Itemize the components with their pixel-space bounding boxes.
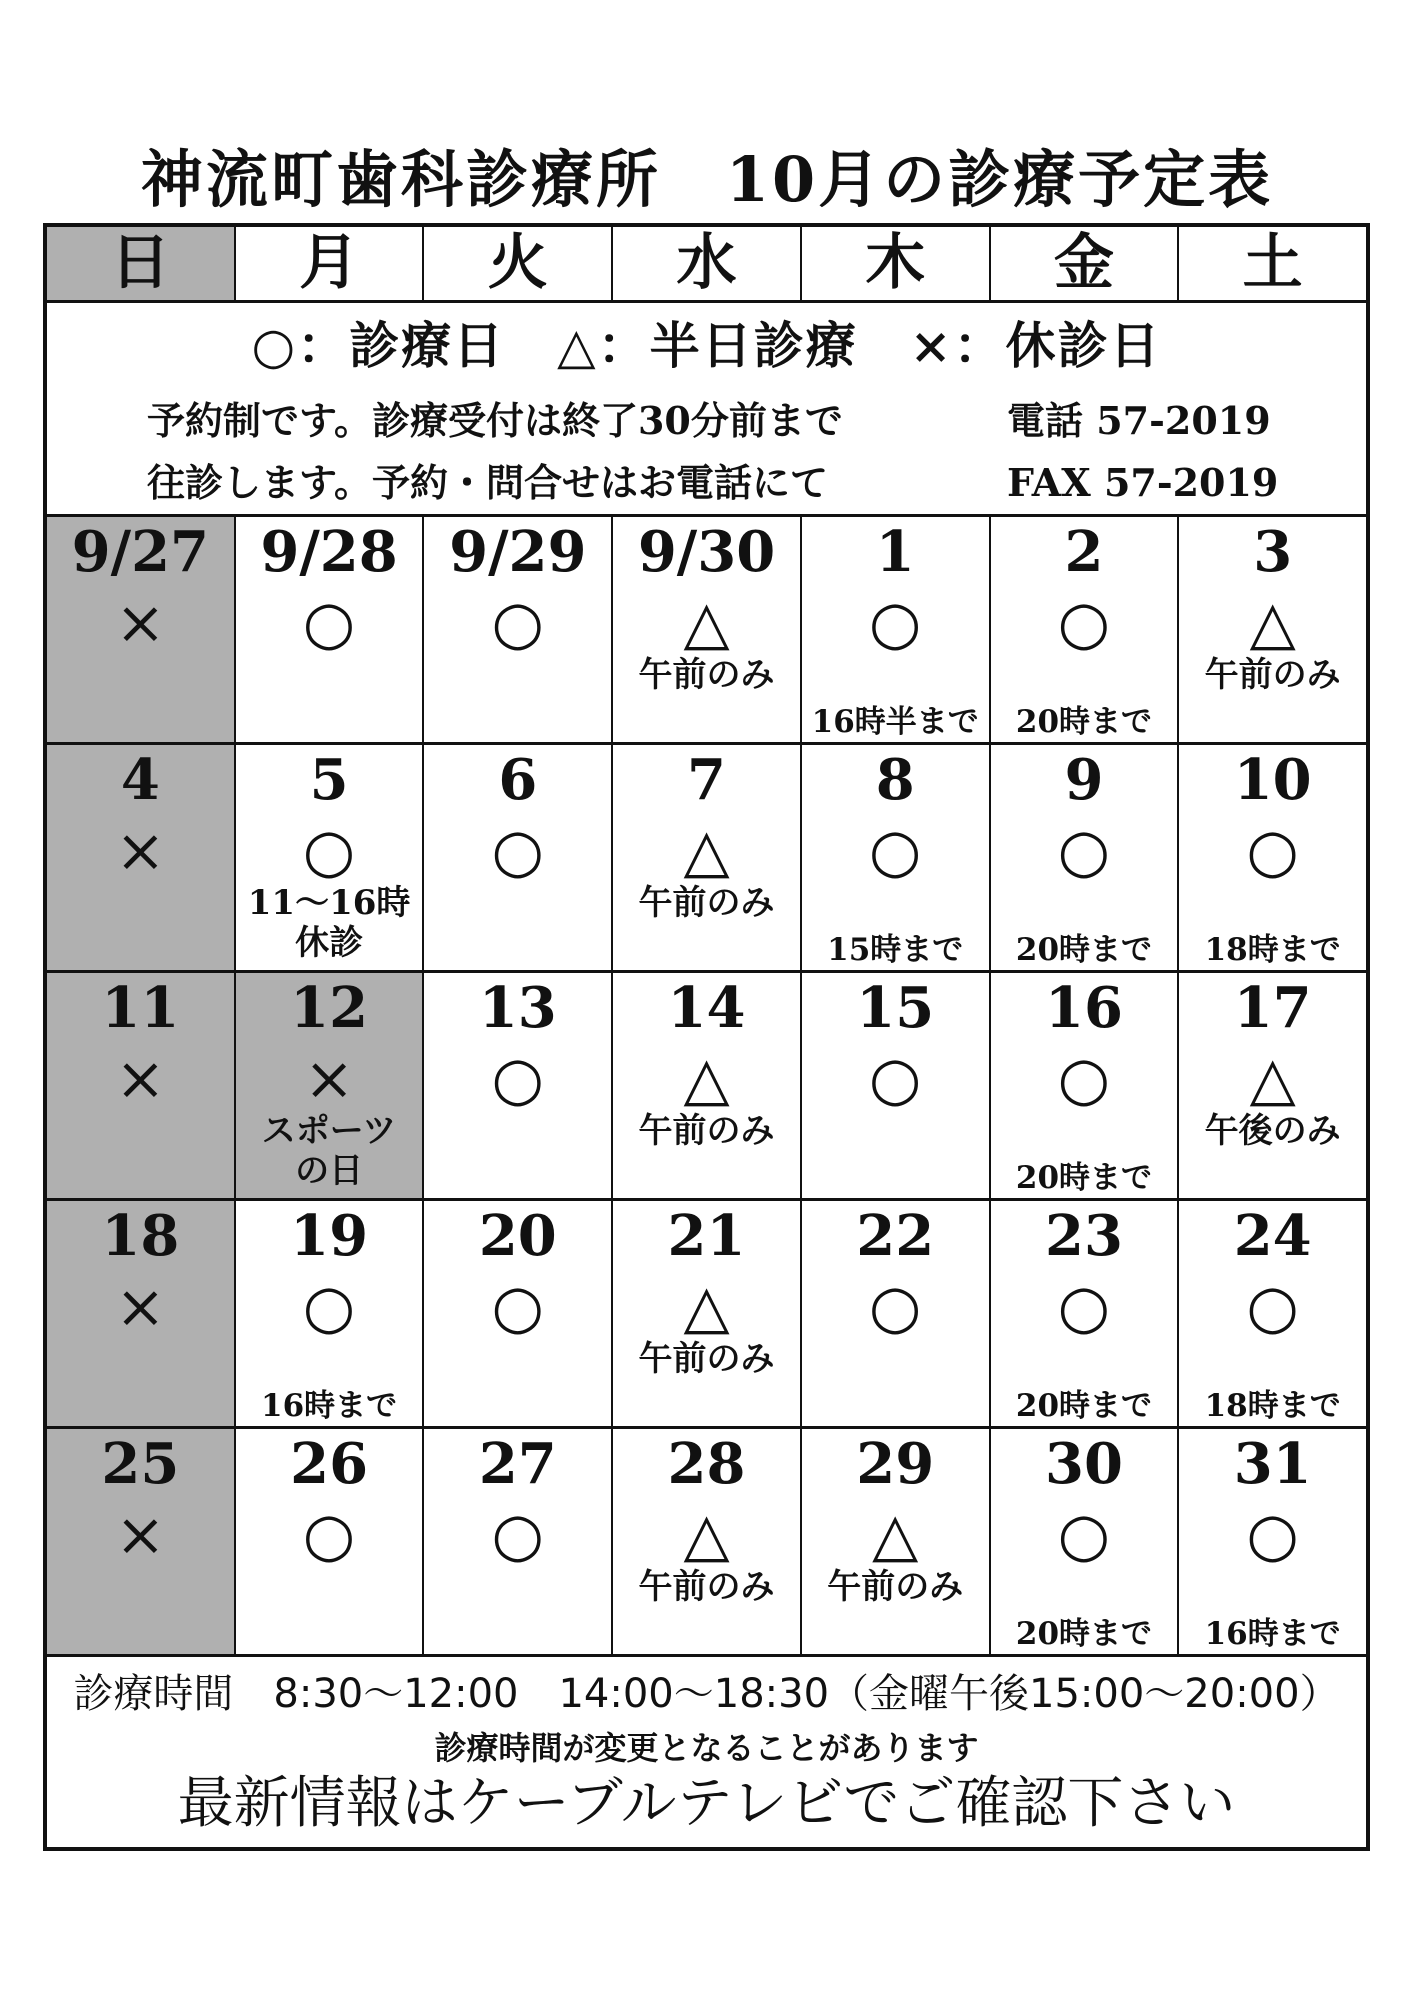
calendar-day-cell <box>424 973 613 1198</box>
status-mark: ○ <box>491 816 544 886</box>
day-note: 午後のみ <box>1204 1111 1341 1151</box>
status-mark: ○ <box>302 1500 356 1570</box>
closing-time-note: 18時まで <box>1204 1388 1341 1424</box>
calendar-day-cell <box>47 1429 236 1654</box>
day-number: 2 <box>1064 519 1104 585</box>
status-mark: ○ <box>869 1272 922 1342</box>
calendar-day-cell <box>424 1201 613 1426</box>
status-mark: ○ <box>302 1272 356 1342</box>
day-number: 23 <box>1044 1203 1123 1269</box>
status-mark: ○ <box>302 816 356 886</box>
day-note-line2: の日 <box>295 1151 364 1191</box>
day-number: 7 <box>687 747 726 813</box>
day-number: 22 <box>856 1203 935 1269</box>
weekday-thu: 木 <box>802 227 991 300</box>
status-mark: ○ <box>302 588 356 658</box>
info-panel <box>47 303 1366 517</box>
status-mark: △ <box>872 1500 919 1570</box>
day-number: 3 <box>1253 519 1293 585</box>
calendar-day-cell <box>236 517 425 742</box>
weekday-sat: 土 <box>1242 228 1303 298</box>
legend: ○：診療日 △：半日診療 ×：休診日 <box>251 316 1162 375</box>
calendar-day-cell <box>613 517 802 742</box>
calendar-day-cell <box>1179 1429 1366 1654</box>
status-mark: × <box>115 1500 166 1570</box>
calendar-day-cell <box>47 517 236 742</box>
status-mark: △ <box>683 588 730 658</box>
calendar-day-cell <box>991 1429 1180 1654</box>
day-number: 19 <box>290 1203 369 1269</box>
footer <box>47 1657 1366 1851</box>
info-line-visit <box>47 453 1366 513</box>
calendar-day-cell <box>236 973 425 1198</box>
calendar-day-cell <box>236 1429 425 1654</box>
status-mark: ○ <box>1246 816 1299 886</box>
calendar-day-cell <box>47 1201 236 1426</box>
day-note-line2: 休診 <box>295 923 364 963</box>
day-note: スポーツ <box>261 1111 397 1151</box>
status-mark: × <box>115 1272 166 1342</box>
day-number: 14 <box>667 975 746 1041</box>
day-note: 午前のみ <box>638 1339 775 1379</box>
page-title: 神流町歯科診療所 10月の診療予定表 <box>140 143 1274 216</box>
status-mark: ○ <box>491 1044 544 1114</box>
day-note: 午前のみ <box>827 1567 964 1607</box>
day-note: 午前のみ <box>1204 655 1341 695</box>
calendar-day-cell <box>802 973 991 1198</box>
status-mark: △ <box>1249 588 1296 658</box>
calendar-day-cell <box>802 1429 991 1654</box>
day-number: 24 <box>1233 1203 1312 1269</box>
calendar-day-cell <box>613 973 802 1198</box>
day-number: 15 <box>856 975 935 1041</box>
status-mark: △ <box>1249 1044 1296 1114</box>
calendar-day-cell <box>1179 1201 1366 1426</box>
status-mark: × <box>115 588 166 658</box>
calendar-day-cell <box>236 1201 425 1426</box>
calendar-day-cell <box>991 973 1180 1198</box>
status-mark: ○ <box>1246 1272 1299 1342</box>
day-number: 25 <box>101 1431 180 1497</box>
status-mark: ○ <box>491 588 544 658</box>
calendar-day-cell <box>802 517 991 742</box>
day-number: 28 <box>667 1431 746 1497</box>
weekday-tue: 火 <box>424 227 613 300</box>
latest-info-notice: 最新情報はケーブルテレビでご確認下さい <box>177 1771 1236 1836</box>
status-mark: △ <box>683 1272 730 1342</box>
status-mark: △ <box>683 1044 730 1114</box>
weekday-mon: 月 <box>236 227 425 300</box>
calendar-day-cell <box>991 517 1180 742</box>
calendar-day-cell <box>991 1201 1180 1426</box>
day-number: 10 <box>1233 747 1312 813</box>
day-number: 27 <box>478 1431 557 1497</box>
status-mark: ○ <box>1057 816 1111 886</box>
day-number: 13 <box>478 975 557 1041</box>
closing-time-note: 16時半まで <box>811 704 979 740</box>
calendar-week-row <box>47 1429 1366 1657</box>
fax-number: FAX 57-2019 <box>1007 460 1279 505</box>
closing-time-note: 20時まで <box>1015 704 1153 740</box>
calendar-day-cell <box>424 745 613 970</box>
day-number: 12 <box>290 975 369 1041</box>
reservation-text: 予約制です。診療受付は終了30分前まで <box>147 398 843 443</box>
calendar-week-row <box>47 973 1366 1201</box>
status-mark: × <box>303 1044 355 1114</box>
weekday-sun: 日 <box>47 227 236 300</box>
calendar-day-cell <box>1179 745 1366 970</box>
change-notice: 診療時間が変更となることがあります <box>434 1729 979 1767</box>
calendar-day-cell <box>991 745 1180 970</box>
closing-time-note: 16時まで <box>1204 1616 1341 1652</box>
status-mark: ○ <box>869 588 922 658</box>
day-number: 29 <box>856 1431 935 1497</box>
status-mark: △ <box>683 1500 730 1570</box>
calendar-day-cell <box>236 745 425 970</box>
status-mark: ○ <box>1057 1500 1111 1570</box>
calendar-day-cell <box>802 1201 991 1426</box>
calendar-week-row <box>47 1201 1366 1429</box>
closing-time-note: 20時まで <box>1015 1160 1153 1196</box>
day-number: 31 <box>1233 1431 1312 1497</box>
day-number: 8 <box>875 747 915 813</box>
day-number: 9/30 <box>637 519 776 585</box>
day-number: 6 <box>498 747 538 813</box>
day-number: 17 <box>1233 975 1312 1041</box>
day-number: 4 <box>120 747 160 813</box>
status-mark: ○ <box>1057 588 1111 658</box>
closing-time-note: 20時まで <box>1015 1616 1153 1652</box>
status-mark: ○ <box>491 1272 544 1342</box>
day-number: 5 <box>309 747 349 813</box>
calendar-day-cell <box>1179 973 1366 1198</box>
day-number: 9/27 <box>71 519 210 585</box>
day-number: 18 <box>101 1203 180 1269</box>
calendar-week-row <box>47 745 1366 973</box>
calendar-day-cell <box>424 517 613 742</box>
clinic-hours: 診療時間 8:30～12:00 14:00～18:30（金曜午後15:00～20:00） <box>73 1671 1340 1717</box>
calendar-day-cell <box>613 745 802 970</box>
closing-time-note: 20時まで <box>1015 1388 1153 1424</box>
closing-time-note: 15時まで <box>827 932 964 968</box>
closing-time-note: 16時まで <box>261 1388 398 1424</box>
status-mark: ○ <box>869 1044 922 1114</box>
weekday-fri: 金 <box>991 227 1180 300</box>
calendar-day-cell <box>613 1429 802 1654</box>
closing-time-note: 20時まで <box>1015 932 1153 968</box>
day-number: 9 <box>1064 747 1104 813</box>
status-mark: ○ <box>869 816 922 886</box>
day-number: 11 <box>101 975 180 1041</box>
day-number: 21 <box>667 1203 746 1269</box>
day-number: 9/29 <box>449 519 587 585</box>
info-line-reservation <box>47 391 1366 451</box>
day-note: 午前のみ <box>638 655 775 695</box>
day-number: 16 <box>1044 975 1123 1041</box>
calendar-day-cell <box>47 745 236 970</box>
day-note: 午前のみ <box>638 883 775 923</box>
day-number: 20 <box>478 1203 557 1269</box>
day-number: 1 <box>875 519 915 585</box>
home-visit-text: 往診します。予約・問合せはお電話にて <box>147 460 828 505</box>
calendar-day-cell <box>802 745 991 970</box>
calendar-grid <box>47 517 1366 1657</box>
day-note: 午前のみ <box>638 1111 775 1151</box>
calendar-day-cell <box>613 1201 802 1426</box>
calendar-day-cell <box>1179 517 1366 742</box>
status-mark: × <box>115 1044 166 1114</box>
status-mark: ○ <box>491 1500 544 1570</box>
status-mark: ○ <box>1057 1272 1111 1342</box>
phone-number: 電話 57-2019 <box>1007 398 1271 443</box>
calendar-day-cell <box>424 1429 613 1654</box>
status-mark: ○ <box>1057 1044 1111 1114</box>
status-mark: △ <box>683 816 730 886</box>
status-mark: × <box>115 816 166 886</box>
day-number: 30 <box>1044 1431 1123 1497</box>
day-number: 26 <box>290 1431 369 1497</box>
status-mark: ○ <box>1246 1500 1299 1570</box>
day-note: 午前のみ <box>638 1567 775 1607</box>
calendar-frame <box>43 223 1370 1851</box>
day-note: 11～16時 <box>247 883 411 923</box>
closing-time-note: 18時まで <box>1204 932 1341 968</box>
day-number: 9/28 <box>260 519 398 585</box>
calendar-week-row <box>47 517 1366 745</box>
weekday-header <box>47 227 1366 303</box>
weekday-wed: 水 <box>613 227 802 300</box>
calendar-day-cell <box>47 973 236 1198</box>
